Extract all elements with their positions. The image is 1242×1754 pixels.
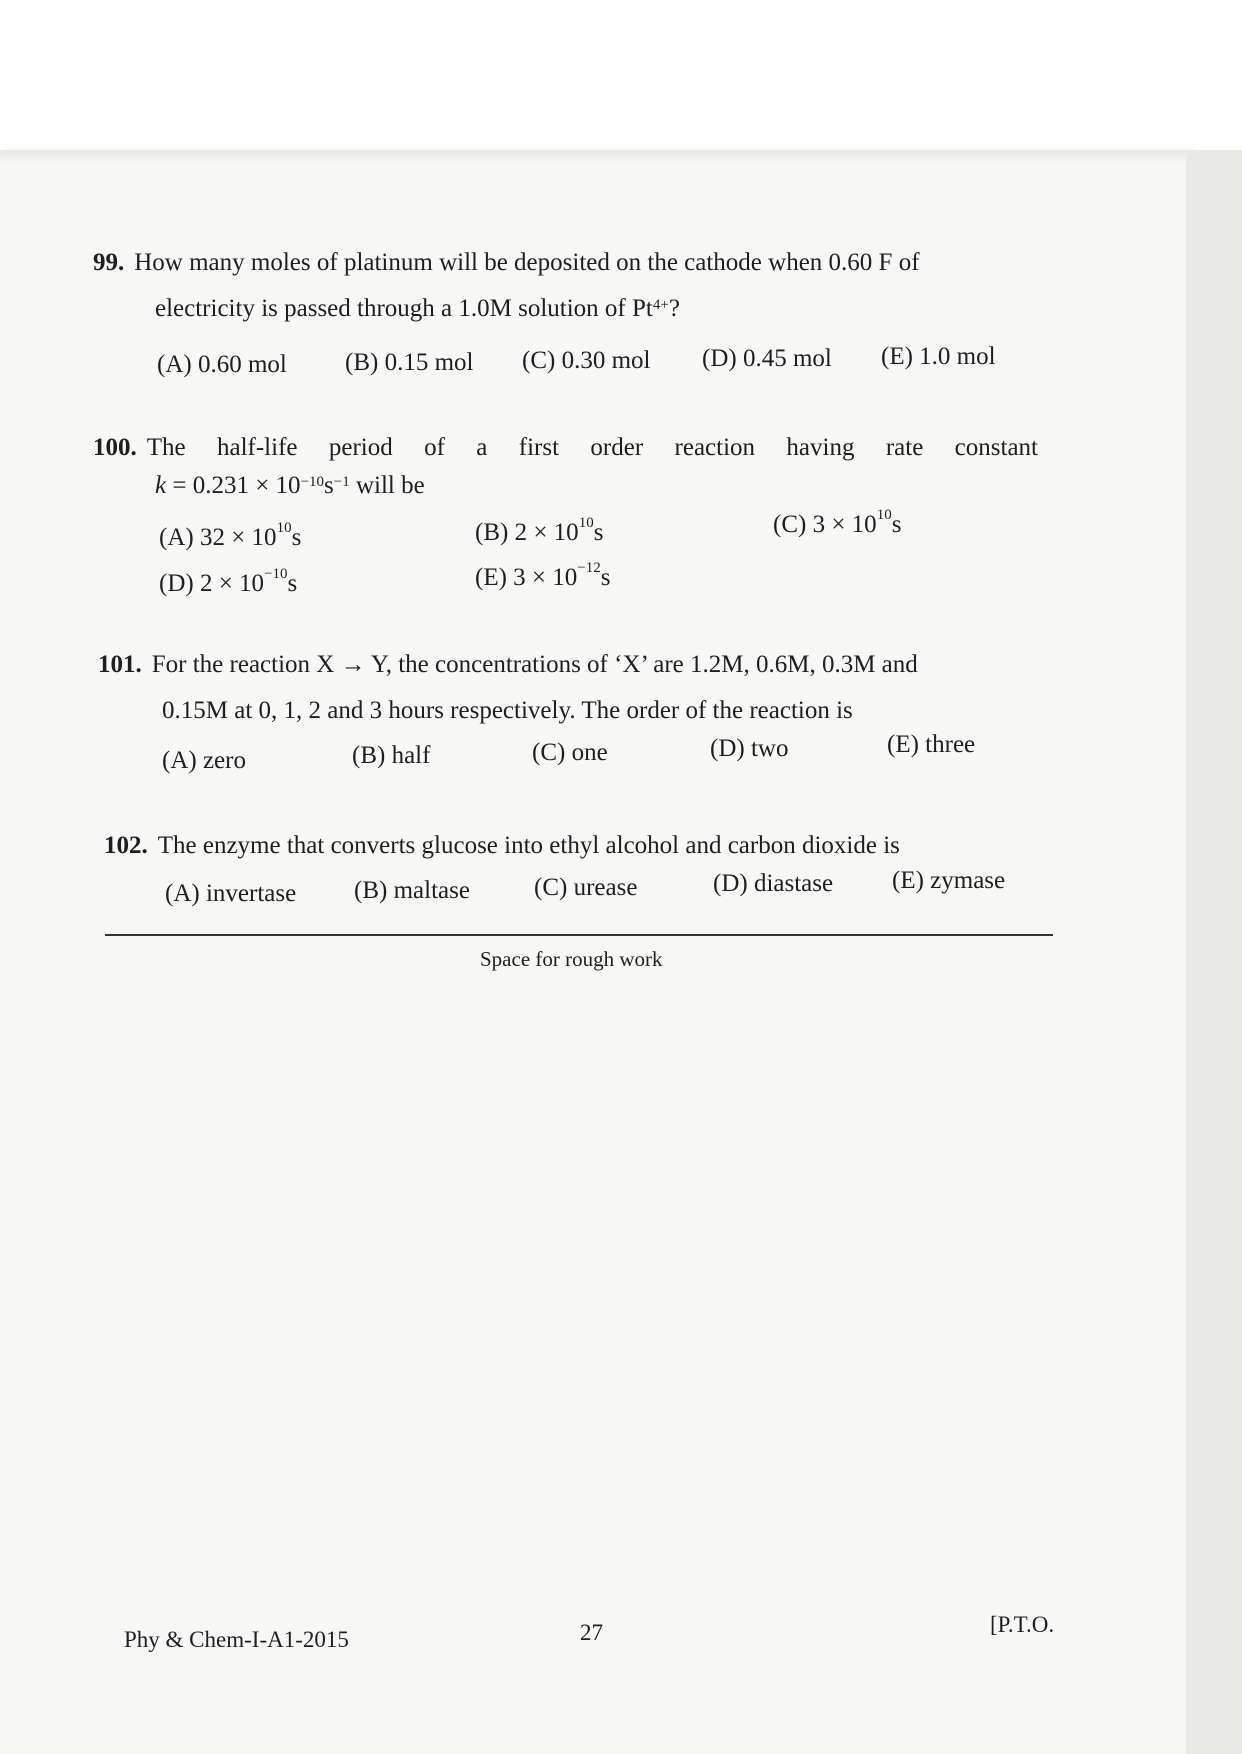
question-101 (98, 642, 918, 734)
pto-label: [P.T.O. (990, 1612, 1055, 1637)
question-100-line2: $k = 0.231 \times 10^{-10}s^{-1}$ will be (155, 472, 425, 499)
option-100-d[interactable]: (D) $2 \times 10^{-10}s$ (159, 566, 298, 597)
paper-code: Phy & Chem-I-A1-2015 (124, 1627, 349, 1652)
option-100-a[interactable]: (A) $32 \times 10^{10}s$ (159, 520, 302, 551)
question-101-line2: 0.15M at 0, 1, 2 and 3 hours respectively. The order of the reaction is (162, 697, 853, 724)
option-99-a[interactable]: (A) 0.60 mol (157, 351, 287, 378)
question-99-line1: 99. How many moles of platinum will be deposited on the cathode when 0.60 F of (93, 249, 920, 276)
option-102-a[interactable]: (A) invertase (165, 880, 297, 907)
option-102-d[interactable]: (D) diastase (713, 870, 834, 897)
option-99-c[interactable]: (C) 0.30 mol (522, 347, 651, 374)
page-right-edge (1186, 150, 1242, 1754)
option-101-a[interactable]: (A) zero (162, 747, 246, 774)
option-102-b[interactable]: (B) maltase (354, 877, 470, 904)
question-102 (104, 823, 900, 869)
question-100-line1: 100. The half-life period of a first order reaction having rate constant (93, 434, 1038, 461)
option-100-b[interactable]: (B) $2 \times 10^{10}s$ (475, 515, 604, 546)
question-number: 102. (104, 832, 148, 859)
question-99-line2: electricity is passed through a 1.0M solution of $Pt^{4+}$? (155, 295, 680, 322)
option-101-b[interactable]: (B) half (352, 742, 431, 769)
option-102-c[interactable]: (C) urease (534, 874, 638, 901)
rough-work-divider (105, 934, 1053, 936)
option-99-e[interactable]: (E) 1.0 mol (881, 343, 996, 370)
page-top-shadow (0, 150, 1186, 164)
option-99-d[interactable]: (D) 0.45 mol (702, 345, 832, 372)
question-number: 99. (93, 249, 125, 276)
question-101-line1: 101. For the reaction X → Y, the concentrations of ‘X’ are 1.2M, 0.6M, 0.3M and (98, 651, 918, 678)
question-100 (93, 425, 1038, 509)
option-102-e[interactable]: (E) zymase (892, 867, 1006, 894)
option-101-c[interactable]: (C) one (532, 739, 608, 766)
option-101-d[interactable]: (D) two (710, 735, 789, 762)
option-100-e[interactable]: (E) $3 \times 10^{-12}s$ (475, 560, 611, 591)
option-99-b[interactable]: (B) 0.15 mol (345, 349, 474, 376)
option-101-e[interactable]: (E) three (887, 731, 976, 758)
question-number: 101. (98, 651, 142, 678)
page-number: 27 (580, 1620, 603, 1645)
rough-work-label: Space for rough work (480, 947, 663, 971)
question-102-line1: 102. The enzyme that converts glucose into ethyl alcohol and carbon dioxide is (104, 832, 900, 859)
option-100-c[interactable]: (C) $3 \times 10^{10}s$ (773, 507, 902, 538)
question-99 (93, 240, 920, 332)
question-number: 100. (93, 434, 137, 461)
